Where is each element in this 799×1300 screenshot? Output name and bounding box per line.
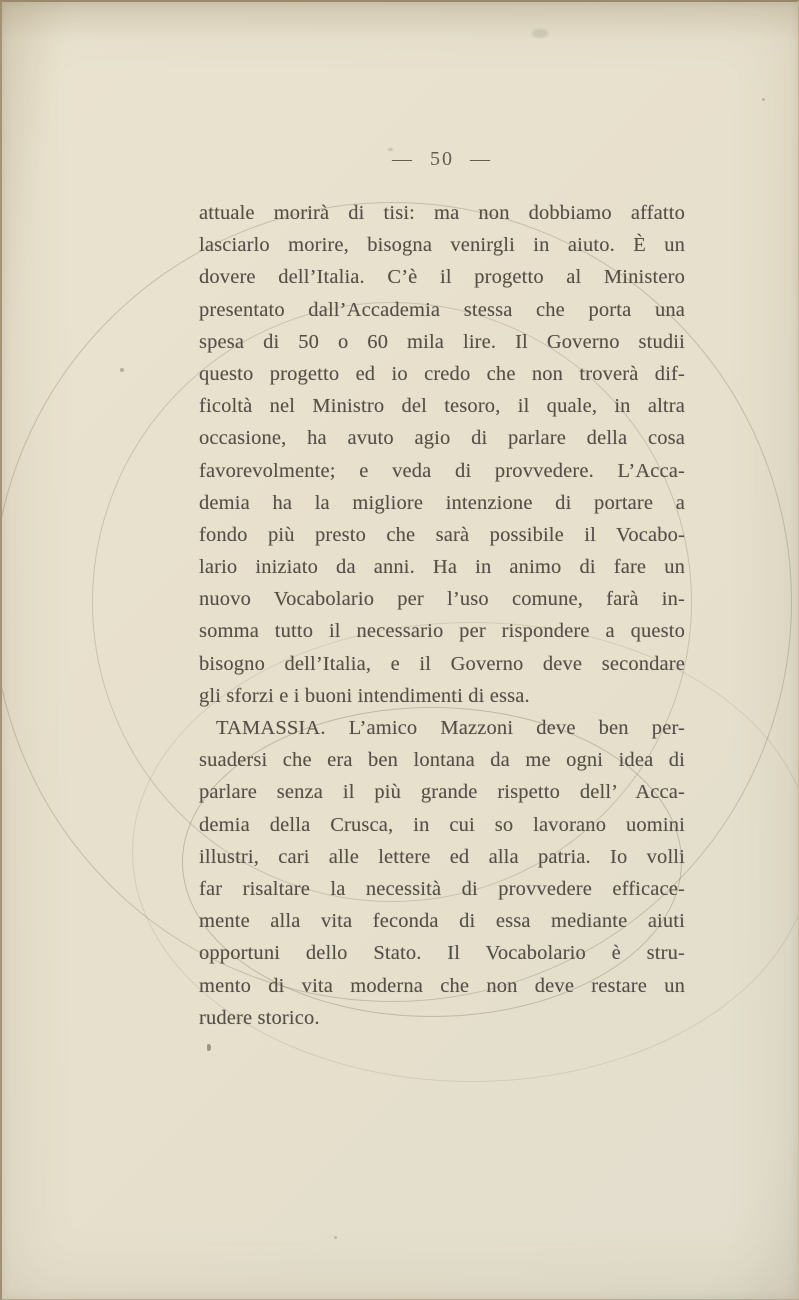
text-line: rudere storico. — [199, 1006, 320, 1029]
text-line: favorevolmente; e veda di provvedere. L’Acca- — [199, 459, 685, 482]
text-line: far risaltare la necessità di provvedere efficace- — [199, 877, 685, 900]
text-line: demia ha la migliore intenzione di portare a — [199, 491, 685, 514]
text-line: lasciarlo morire, bisogna venirgli in aiuto. È un — [199, 234, 685, 257]
text-line: parlare senza il più grande rispetto dell’ Acca- — [199, 781, 685, 804]
text-line: spesa di 50 o 60 mila lire. Il Governo studii — [199, 330, 685, 353]
page-number: — 50 — — [392, 148, 492, 170]
text-line: attuale morirà di tisi: ma non dobbiamo affatto — [199, 202, 685, 224]
text-line: demia della Crusca, in cui so lavorano uomini — [199, 813, 685, 836]
text-line: fondo più presto che sarà possibile il Vocabo- — [199, 523, 685, 546]
paper-speck — [532, 29, 548, 38]
text-line: presentato dall’Accademia stessa che porta una — [199, 298, 685, 321]
text-line: dovere dell’Italia. C’è il progetto al Ministero — [199, 266, 685, 289]
text-line: mente alla vita feconda di essa mediante aiuti — [199, 910, 685, 933]
text-line: mento di vita moderna che non deve restare un — [199, 974, 685, 997]
text-line: nuovo Vocabolario per l’uso comune, farà in- — [199, 588, 685, 611]
text-line: questo progetto ed io credo che non troverà dif- — [199, 362, 685, 385]
text-line: lario iniziato da anni. Ha in animo di fare un — [199, 556, 685, 579]
text-line: suadersi che era ben lontana da me ogni idea di — [199, 749, 685, 772]
paper-speck — [120, 368, 124, 372]
paper-speck — [207, 1044, 211, 1051]
text-line: occasione, ha avuto agio di parlare della cosa — [199, 427, 685, 450]
page-text-block — [199, 197, 685, 1034]
text-line: ficoltà nel Ministro del tesoro, il quale, in altra — [199, 395, 685, 418]
text-line: TAMASSIA. L’amico Mazzoni deve ben per- — [216, 717, 685, 739]
text-line: bisogno dell’Italia, e il Governo deve secondare — [199, 652, 685, 675]
text-line: somma tutto il necessario per rispondere a questo — [199, 620, 685, 643]
paper-speck — [334, 1236, 337, 1239]
text-line: opportuni dello Stato. Il Vocabolario è stru- — [199, 942, 685, 965]
text-line: illustri, cari alle lettere ed alla patria. Io volli — [199, 845, 685, 868]
paper-speck — [762, 98, 765, 101]
text-line: gli sforzi e i buoni intendimenti di essa. — [199, 684, 530, 707]
